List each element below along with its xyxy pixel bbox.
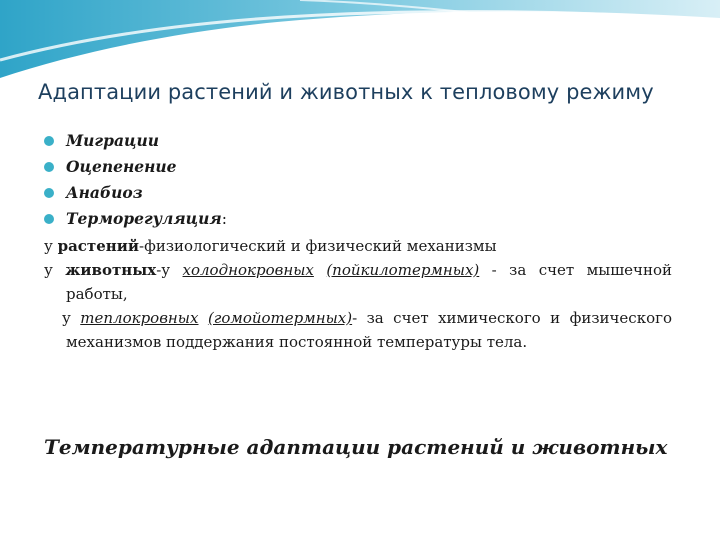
cold-prefix: у <box>44 261 66 279</box>
warm-blooded-paragraph <box>44 306 672 354</box>
list-item <box>44 154 227 180</box>
list-item <box>44 180 227 206</box>
warm-underlined-2: (гомойотермных) <box>207 309 353 327</box>
list-item-label: Анабиоз <box>66 183 143 202</box>
warm-prefix: у <box>62 309 81 327</box>
plants-paragraph <box>44 234 672 258</box>
warm-space <box>199 309 208 327</box>
bullet-dot-icon <box>44 188 54 198</box>
bullet-dot-icon <box>44 214 54 224</box>
bullet-dot-icon <box>44 162 54 172</box>
cold-space <box>314 261 326 279</box>
warm-tail: - за счет химического и физического механизмов поддержания постоянной температуры тела. <box>66 309 672 351</box>
adaptation-list <box>44 128 227 232</box>
header-wave-decoration <box>0 0 720 80</box>
list-item <box>44 206 227 232</box>
list-item-label: Миграции <box>66 131 160 150</box>
cold-tail: - за счет мышечной работы, <box>66 261 672 303</box>
plants-prefix: у <box>44 237 58 255</box>
cold-underlined-2: (пойкилотермных) <box>326 261 480 279</box>
warm-underlined-1: теплокровных <box>80 309 199 327</box>
page-title: Адаптации растений и животных к тепловому режиму <box>38 80 654 104</box>
cold-bold: животных <box>65 261 157 279</box>
thermoregulation-details <box>44 234 672 354</box>
cold-underlined-1: холоднокровных <box>182 261 314 279</box>
list-item-label: Терморегуляция <box>66 209 222 228</box>
list-item-label: Оцепенение <box>66 157 177 176</box>
plants-bold: растений <box>57 237 140 255</box>
plants-text: -физиологический и физический механизмы <box>139 237 497 255</box>
cold-mid: -у <box>156 261 183 279</box>
list-item-suffix: : <box>221 210 227 228</box>
cold-blooded-paragraph <box>44 258 672 306</box>
slide-footer-title: Температурные адаптации растений и животных <box>44 435 668 459</box>
bullet-dot-icon <box>44 136 54 146</box>
list-item <box>44 128 227 154</box>
